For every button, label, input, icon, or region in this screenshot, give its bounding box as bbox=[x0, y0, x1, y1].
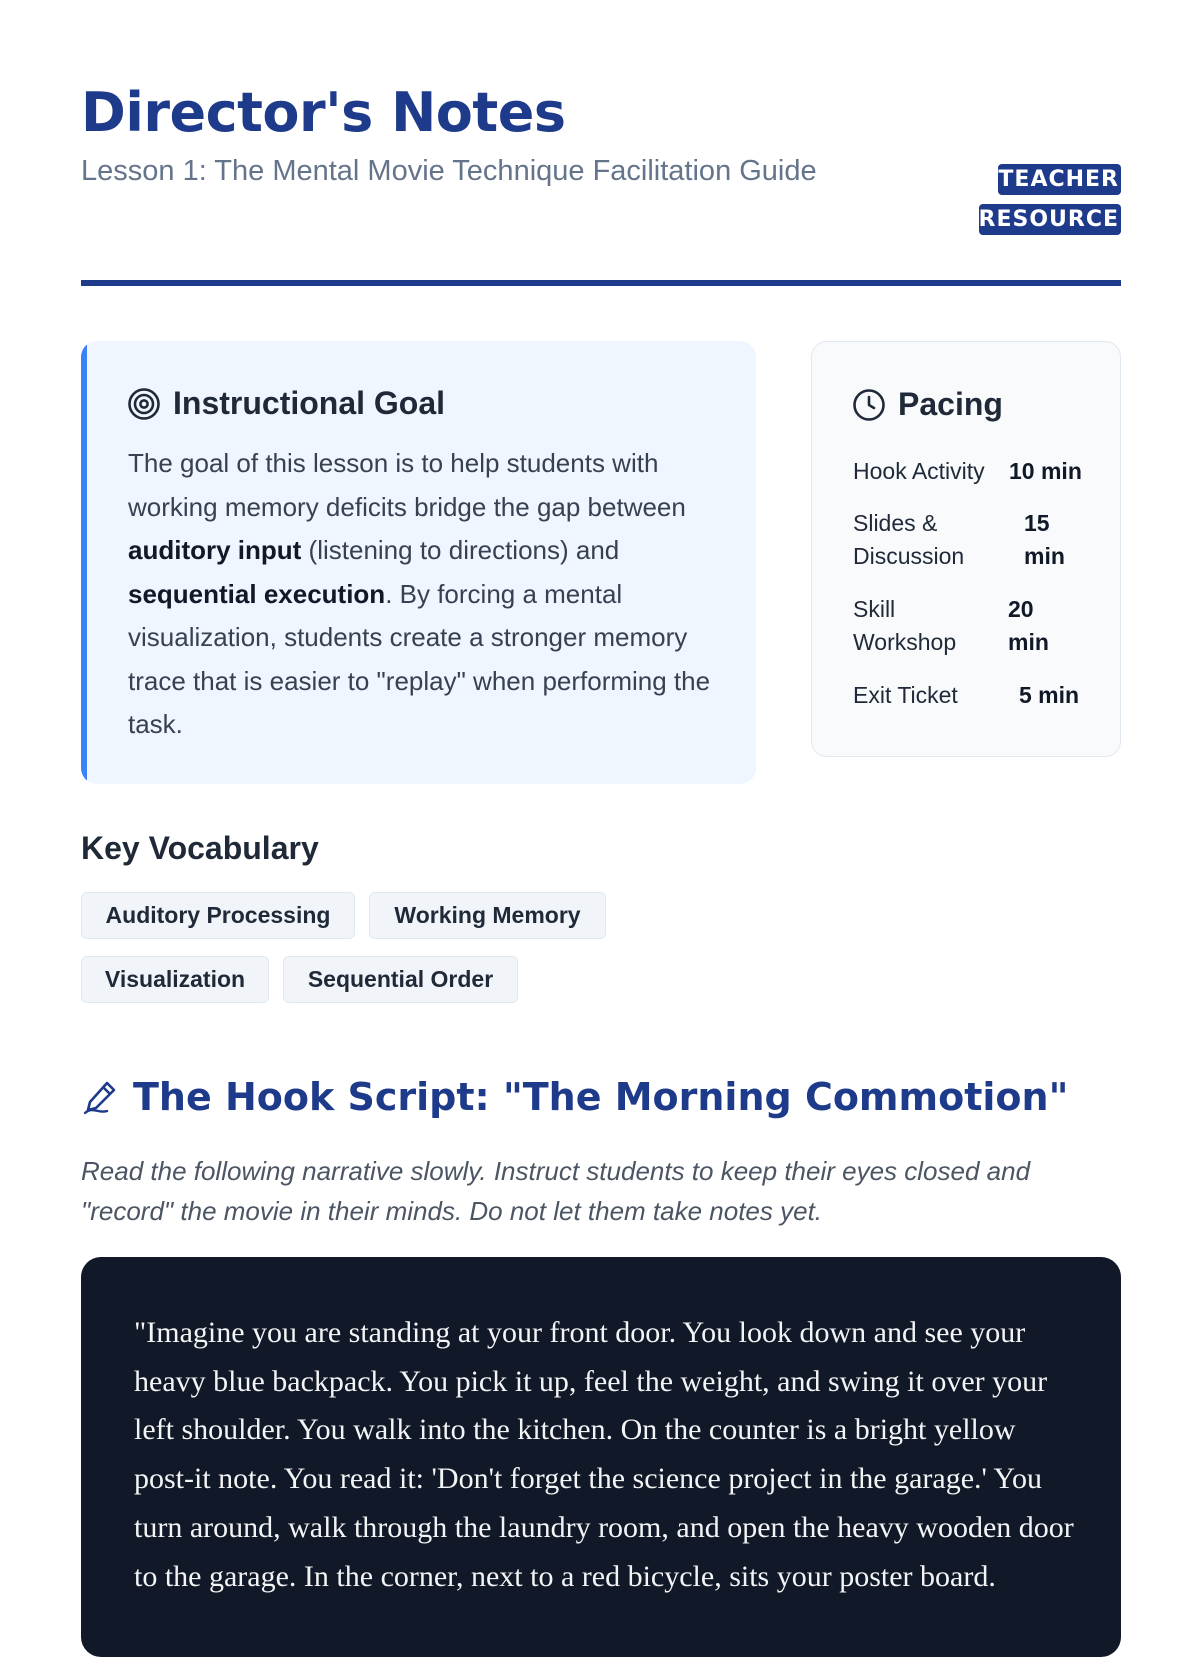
goal-heading bbox=[127, 385, 445, 422]
hook-script-box bbox=[81, 1257, 1121, 1657]
pacing-row-hook bbox=[853, 455, 1093, 488]
teacher-resource-badge bbox=[958, 160, 1121, 240]
vocabulary-heading: Key Vocabulary bbox=[81, 830, 319, 866]
goal-text-part: (listening to directions) and bbox=[301, 535, 620, 565]
page-subtitle: Lesson 1: The Mental Movie Technique Facilitation Guide bbox=[81, 155, 817, 187]
pacing-card bbox=[811, 341, 1121, 757]
pacing-heading bbox=[852, 386, 1003, 423]
pacing-label: Skill Workshop bbox=[853, 596, 957, 655]
pacing-time: 5 min bbox=[1019, 682, 1080, 708]
goal-description bbox=[128, 442, 728, 747]
pacing-label: Exit Ticket bbox=[853, 682, 958, 708]
pen-icon bbox=[81, 1078, 119, 1116]
goal-heading-label: Instructional Goal bbox=[173, 385, 446, 421]
pacing-row-exit-ticket bbox=[853, 679, 1093, 712]
page-title: Director's Notes bbox=[81, 81, 566, 144]
vocab-chip-visualization: Visualization bbox=[81, 956, 269, 1003]
badge-label: TEACHER RESOURCE bbox=[979, 164, 1122, 235]
vocab-chip-sequential-order: Sequential Order bbox=[283, 956, 518, 1003]
pacing-time: 15 min bbox=[1024, 510, 1065, 569]
clock-icon bbox=[852, 388, 886, 422]
pacing-label: Hook Activity bbox=[853, 458, 985, 484]
instructional-goal-card bbox=[81, 341, 756, 784]
target-icon bbox=[127, 387, 161, 421]
header bbox=[81, 80, 1121, 288]
pacing-row-workshop bbox=[853, 593, 1093, 659]
goal-emphasis-auditory-input: auditory input bbox=[128, 535, 302, 565]
hook-script-text: "Imagine you are standing at your front door. You look down and see your heavy blue backpack. You pick it up, feel the weight, and swing it over your left shoulder. You walk into the kitchen. On the counter is a bright yellow post-it note. You read it: 'Don't forget the science project in the garage.' You turn around, walk through the laundry room, and open the heavy wooden door to the garage. In the corner, next to a red bicycle, sits your poster board. bbox=[134, 1316, 1074, 1593]
goal-emphasis-sequential-execution: sequential execution bbox=[128, 578, 386, 609]
hook-script-heading bbox=[81, 1072, 1068, 1122]
pacing-row-slides bbox=[853, 507, 1093, 573]
pacing-label: Slides & Discussion bbox=[853, 510, 965, 569]
pacing-time: 10 min bbox=[1009, 458, 1082, 484]
hook-script-heading-label: The Hook Script: "The Morning Commotion" bbox=[133, 1075, 1069, 1119]
vocab-chip-auditory-processing: Auditory Processing bbox=[81, 892, 355, 939]
pacing-heading-label: Pacing bbox=[898, 386, 1003, 422]
header-divider bbox=[81, 280, 1121, 286]
goal-text-part: . By forcing a mental visualization, students create a stronger memory trace that is easier to "replay" when performing the task. bbox=[128, 578, 711, 739]
hook-instructions: Read the following narrative slowly. Instruct students to keep their eyes closed and "record" the movie in their minds. Do not let them take notes yet. bbox=[81, 1156, 1031, 1226]
goal-text-part: The goal of this lesson is to help students with working memory deficits bridge the gap between bbox=[128, 448, 686, 522]
pacing-time: 20 min bbox=[1008, 596, 1049, 655]
vocab-chip-working-memory: Working Memory bbox=[369, 892, 606, 939]
